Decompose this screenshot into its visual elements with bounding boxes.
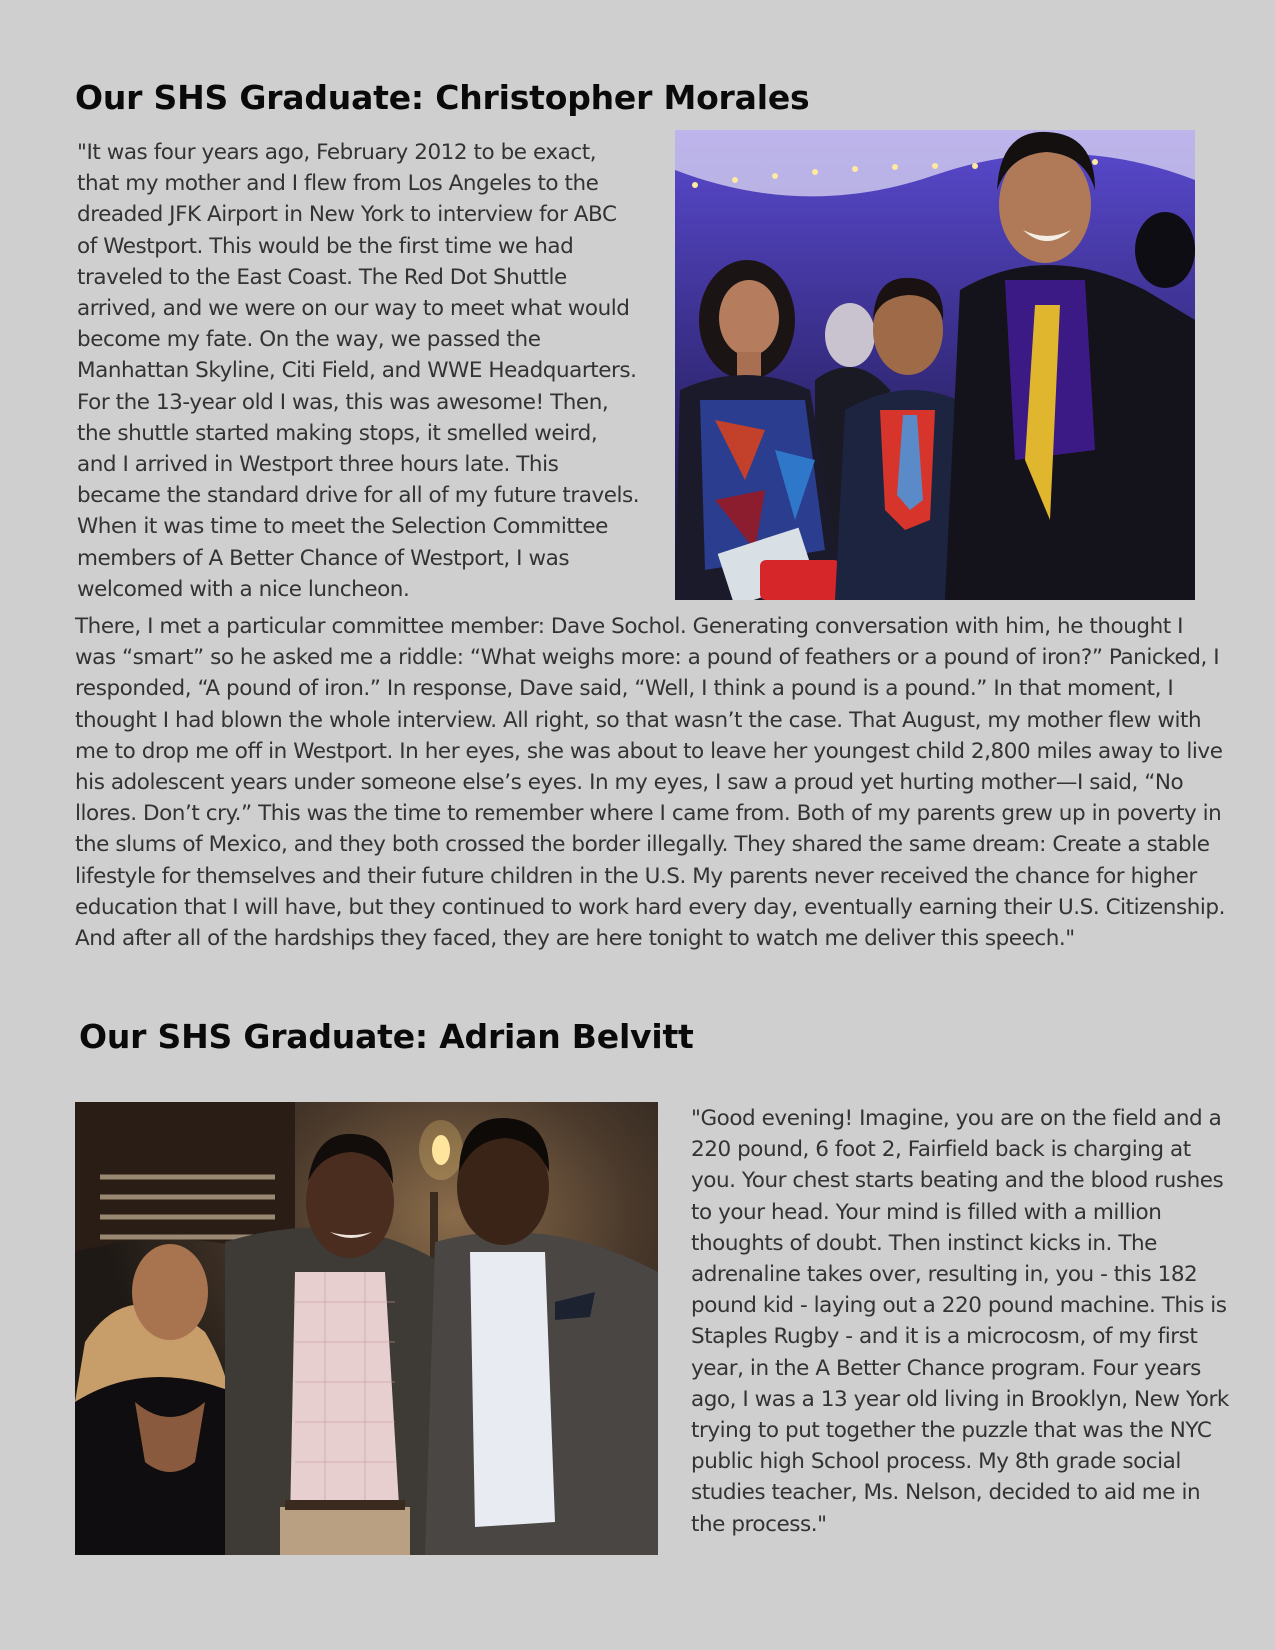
christopher-morales-family-photo: [675, 130, 1195, 600]
section-heading-christopher-morales: Our SHS Graduate: Christopher Morales: [75, 78, 810, 117]
adrian-belvitt-speech-paragraph: "Good evening! Imagine, you are on the field and a 220 pound, 6 foot 2, Fairfield back is charging at you. Your chest starts beating and the blood rushes to your head. Your mind is filled with a million thoughts of doubt. Then instinct kicks in. The adrenaline takes over, resulting in, you - this 182 pound kid - laying out a 220 pound machine. This is Staples Rugby - and it is a microcosm, of my first year, in the A Better Chance program. Four years ago, I was a 13 year old living in Brooklyn, New York trying to put together the puzzle that was the NYC public high School process. My 8th grade social studies teacher, Ms. Nelson, decided to aid me in the process.": [691, 1106, 1229, 1537]
christopher-morales-intro-paragraph: "It was four years ago, February 2012 to be exact, that my mother and I flew from Los Angeles to the dreaded JFK Airport in New York to interview for ABC of Westport. This would be the first time we had traveled to the East Coast. The Red Dot Shuttle arrived, and we were on our way to meet what would become my fate. On the way, we passed the Manhattan Skyline, Citi Field, and WWE Headquarters. For the 13-year old I was, this was awesome! Then, the shuttle started making stops, it smelled weird, and I arrived in Westport three hours late. This became the standard drive for all of my future travels. When it was time to meet the Selection Committee members of A Better Chance of Westport, I was welcomed with a nice luncheon.: [77, 140, 640, 602]
christopher-morales-speech-continued: There, I met a particular committee member: Dave Sochol. Generating conversation with him, he thought I was “smart” so he asked me a riddle: “What weighs more: a pound of feathers or a pound of iron?” Panicked, I responded, “A pound of iron.” In response, Dave said, “Well, I think a pound is a pound.” In that moment, I thought I had blown the whole interview. All right, so that wasn’t the case. That August, my mother flew with me to drop me off in Westport. In her eyes, she was about to leave her youngest child 2,800 miles away to live his adolescent years under someone else’s eyes. In my eyes, I saw a proud yet hurting mother—I said, “No llores. Don’t cry.” This was the time to remember where I came from. Both of my parents grew up in poverty in the slums of Mexico, and they both crossed the border illegally. They shared the same dream: Create a stable lifestyle for themselves and their future children in the U.S. My parents never received the chance for higher education that I will have, but they continued to work hard every day, eventually earning their U.S. Citizenship. And after all of the hardships they faced, they are here tonight to watch me deliver this speech.": [75, 614, 1226, 952]
section-heading-adrian-belvitt: Our SHS Graduate: Adrian Belvitt: [79, 1017, 694, 1056]
adrian-belvitt-group-photo: [75, 1102, 658, 1555]
